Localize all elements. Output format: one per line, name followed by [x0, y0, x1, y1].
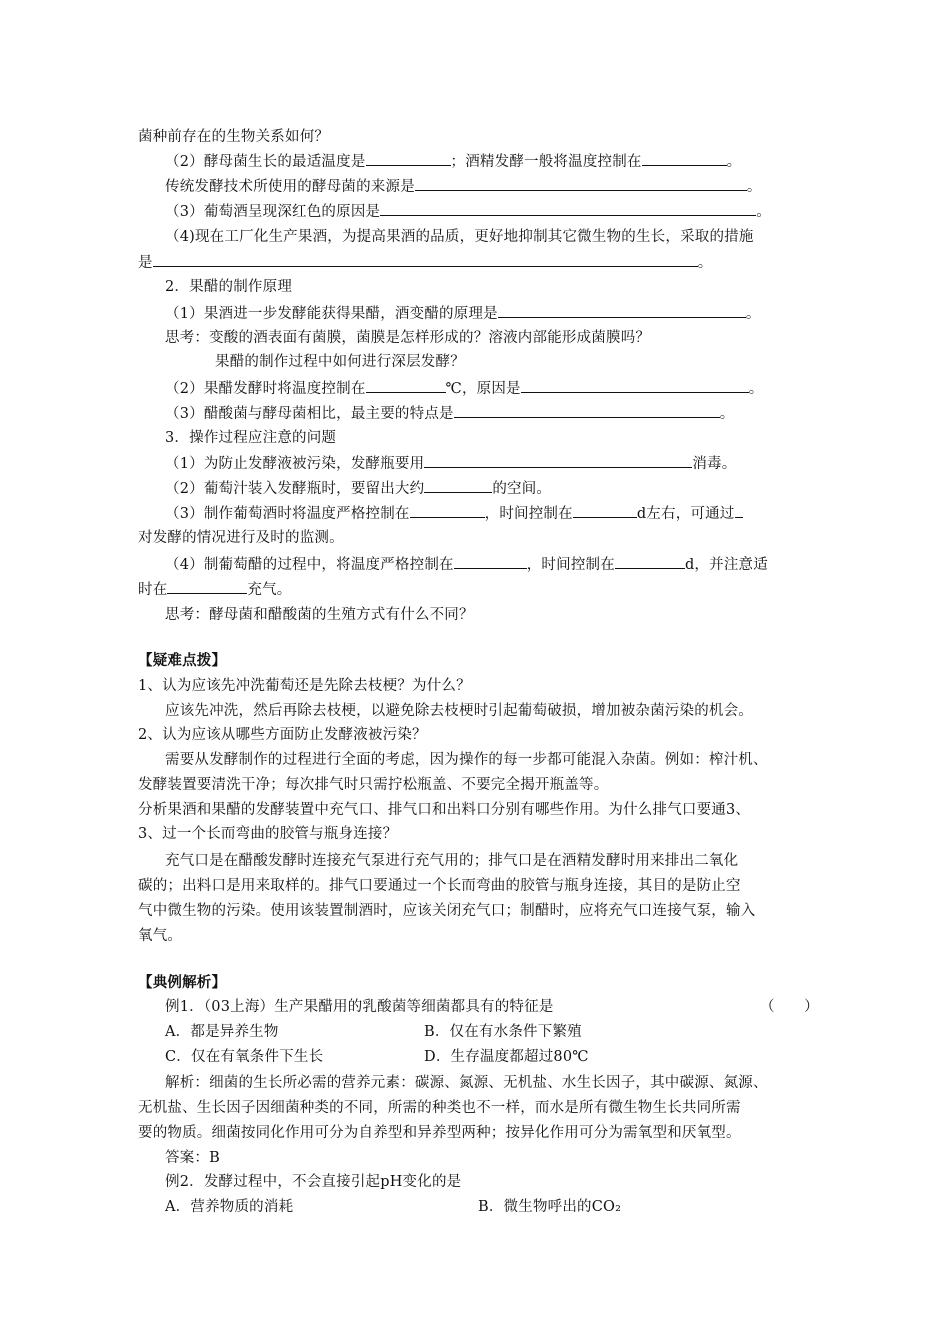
think-line: 果醋的制作过程中如何进行深层发酵？ [215, 354, 465, 370]
option-c: C．仅在有氧条件下生长 [165, 1049, 324, 1065]
text-line: 菌种前存在的生物关系如何？ [138, 129, 330, 145]
section-title: 3．操作过程应注意的问题 [165, 430, 337, 446]
question-line: （4)现在工厂化生产果酒，为提高果酒的品质，更好地抑制其它微生物的生长，采取的措施 [165, 229, 754, 245]
fill-blank [424, 452, 692, 468]
fill-blank [366, 377, 446, 393]
answer-line: 答案：B [165, 1150, 220, 1166]
question-line: 传统发酵技术所使用的酵母菌的来源是 。 [165, 175, 762, 198]
fill-blank [454, 402, 720, 418]
question-line: （2）酵母菌生长的最适温度是 ；酒精发酵一般将温度控制在 。 [165, 150, 741, 173]
option-b: B．微生物呼出的CO₂ [478, 1199, 622, 1215]
think-line: 思考：酵母菌和醋酸菌的生殖方式有什么不同？ [165, 607, 474, 623]
fill-blank [415, 175, 747, 191]
option-a: A．都是异养生物 [165, 1024, 279, 1040]
fill-blank [167, 578, 247, 594]
question-line: （3）醋酸菌与酵母菌相比，最主要的特点是 。 [165, 402, 734, 425]
fill-blank [366, 150, 451, 166]
answer-line: 充气口是在醋酸发酵时连接充气泵进行充气用的；排气口是在酒精发酵时用来排出二氧化 [165, 853, 739, 869]
fill-blank [573, 502, 637, 518]
think-line: 思考：变酸的酒表面有菌膜，菌膜是怎样形成的？溶液内部能形成菌膜吗？ [165, 330, 651, 346]
question-line: （2）葡萄汁装入发酵瓶时，要留出大约 的空间。 [165, 477, 551, 500]
analysis-line: 要的物质。细菌按同化作用可分为自养型和异养型两种；按异化作用可分为需氧型和厌氧型。 [138, 1125, 741, 1141]
answer-paren: （ ） [760, 999, 819, 1015]
question-line: 时在 充气。 [138, 578, 292, 601]
question-line: （1）果酒进一步发酵能获得果醋，酒变醋的原理是 。 [165, 302, 761, 325]
fill-blank [153, 251, 698, 267]
section-heading: 【典例解析】 [138, 974, 227, 991]
answer-line: 氧气。 [138, 928, 183, 944]
option-b: B．仅在有水条件下繁殖 [424, 1024, 582, 1040]
section-heading: 【疑难点拨】 [138, 652, 227, 669]
section-title: 2．果醋的制作原理 [165, 279, 293, 295]
fill-blank [498, 302, 746, 318]
analysis-line: 无机盐、生长因子因细菌种类的不同，所需的种类也不一样，而水是所有微生物生长共同所需 [138, 1100, 741, 1116]
fill-blank [410, 502, 485, 518]
fill-blank [380, 200, 756, 216]
question-line: （1）为防止发酵液被污染，发酵瓶要用 消毒。 [165, 452, 736, 475]
question-line: 对发酵的情况进行及时的监测。 [138, 530, 344, 546]
example-question: 例2．发酵过程中，不会直接引起pH变化的是 [165, 1174, 462, 1190]
fill-blank [424, 477, 492, 493]
fill-blank [642, 150, 727, 166]
question-line: （3）葡萄酒呈现深红色的原因是 。 [165, 200, 771, 223]
option-d: D．生存温度都超过80℃ [424, 1049, 589, 1065]
question-line: 1、认为应该先冲洗葡萄还是先除去枝梗？为什么？ [138, 678, 471, 694]
answer-line: 应该先冲洗，然后再除去枝梗，以避免除去枝梗时引起葡萄破损，增加被杂菌污染的机会。 [165, 703, 753, 719]
analysis-line: 解析：细菌的生长所必需的营养元素：碳源、氮源、无机盐、水生长因子，其中碳源、氮源、 [165, 1075, 768, 1091]
question-line: （4）制葡萄醋的过程中，将温度严格控制在 ，时间控制在 d，并注意适 [165, 553, 768, 576]
question-line: 3、过一个长而弯曲的胶管与瓶身连接？ [138, 826, 398, 842]
fill-blank [735, 502, 743, 518]
fill-blank [454, 553, 527, 569]
example-question: 例1．（03上海）生产果醋用的乳酸菌等细菌都具有的特征是 [165, 999, 554, 1015]
fill-blank [521, 377, 749, 393]
answer-line: 气中微生物的污染。使用该装置制酒时，应该关闭充气口；制醋时，应将充气口连接气泵，输入 [138, 903, 756, 919]
question-line: （3）制作葡萄酒时将温度严格控制在 ，时间控制在 d左右，可通过 [165, 502, 743, 525]
answer-line: 碳的；出料口是用来取样的。排气口要通过一个长而弯曲的胶管与瓶身连接，其目的是防止空 [138, 878, 741, 894]
answer-line: 发酵装置要清洗干净；每次排气时只需拧松瓶盖、不要完全揭开瓶盖等。 [138, 777, 609, 793]
fill-blank [615, 553, 685, 569]
question-line: 是 。 [138, 251, 712, 274]
question-line: （2）果醋发酵时将温度控制在 ℃，原因是 。 [165, 377, 763, 400]
question-line: 2、认为应该从哪些方面防止发酵液被污染？ [138, 727, 427, 743]
option-a: A．营养物质的消耗 [165, 1199, 294, 1215]
answer-line: 需要从发酵制作的过程进行全面的考虑，因为操作的每一步都可能混入杂菌。例如：榨汁机、 [165, 752, 768, 768]
question-line: 分析果酒和果醋的发酵装置中充气口、排气口和出料口分别有哪些作用。为什么排气口要通3、 [138, 802, 751, 818]
